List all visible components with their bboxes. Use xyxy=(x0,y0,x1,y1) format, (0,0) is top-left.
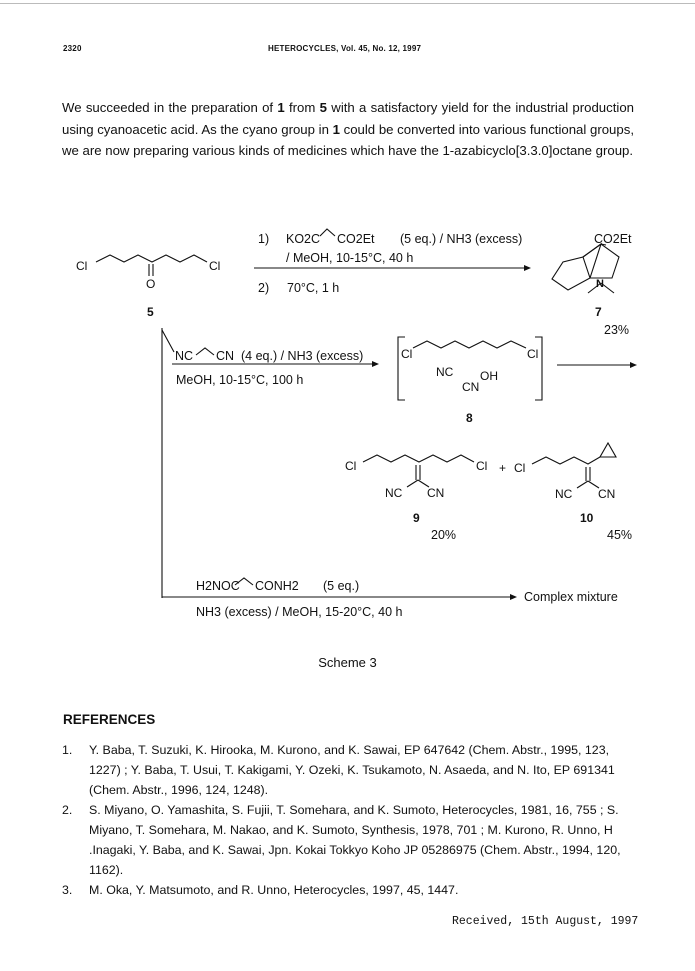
reference-item: 1. Y. Baba, T. Suzuki, K. Hirooka, M. Kurono, and K. Sawai, EP 647642 (Chem. Abstr., 1995, 123, 1227) ; Y. Baba, T. Usui, T. Kakigami, Y. Ozeki, K. Tsukamoto, N. Asaeda, and N. Ito, EP 691341 (Chem. Abstr., 1996, 124, 1248). xyxy=(62,743,615,797)
cpd9-cl-right: Cl xyxy=(476,459,488,473)
running-title: HETEROCYCLES, Vol. 45, No. 12, 1997 xyxy=(268,44,422,53)
body-paragraph: We succeeded in the preparation of 1 from 5 with a satisfactory yield for the industrial production using cyanoacetic acid. As the cyano group in 1 could be converted into various functional groups, we are now preparing various kinds of medicines which have the 1-azabicyclo[3.3.0]octane group. xyxy=(62,100,635,158)
step1-conditions: / MeOH, 10-15°C, 40 h xyxy=(286,251,414,265)
cpd10-label: 10 xyxy=(580,511,594,525)
branch3-reagent-a: H2NOC xyxy=(196,579,240,593)
cpd10-nc: NC xyxy=(555,487,573,501)
cpd9-cn: CN xyxy=(427,486,445,500)
cpd8-label: 8 xyxy=(466,411,473,425)
branch2-reagent-b: CN xyxy=(216,349,235,363)
cpd5-cl-left: Cl xyxy=(76,259,88,273)
branch2-equiv: (4 eq.) / NH3 (excess) xyxy=(241,349,364,363)
branch3-reagent-b: CONH2 xyxy=(255,579,299,593)
page-number: 2320 xyxy=(63,44,82,53)
cpd7-yield: 23% xyxy=(604,323,630,337)
cpd9-label: 9 xyxy=(413,511,420,525)
step2-number: 2) xyxy=(258,281,270,295)
plus-sign: + xyxy=(499,461,507,475)
cpd10-cn: CN xyxy=(598,487,616,501)
reference-item: 3. M. Oka, Y. Matsumoto, and R. Unno, Heterocycles, 1997, 45, 1447. xyxy=(62,883,459,897)
branch2-conditions: MeOH, 10-15°C, 100 h xyxy=(176,373,304,387)
cpd8-cn: CN xyxy=(462,380,480,394)
cpd8-nc: NC xyxy=(436,365,454,379)
cpd8-cl-right: Cl xyxy=(527,347,539,361)
cpd10-cl: Cl xyxy=(514,461,526,475)
received-date: Received, 15th August, 1997 xyxy=(452,915,639,928)
branch3-conditions: NH3 (excess) / MeOH, 15-20°C, 40 h xyxy=(196,605,403,619)
cpd7-nitrogen: N xyxy=(596,278,604,290)
branch3-product: Complex mixture xyxy=(524,590,618,604)
cpd5-label: 5 xyxy=(147,305,154,319)
cpd7-label: 7 xyxy=(595,305,602,319)
cpd5-oxygen: O xyxy=(146,277,156,291)
cpd10-yield: 45% xyxy=(607,528,633,542)
step1-reagent-b: CO2Et xyxy=(337,232,375,246)
step1-reagent-a: KO2C xyxy=(286,232,321,246)
step1-number: 1) xyxy=(258,232,270,246)
cpd9-yield: 20% xyxy=(431,528,457,542)
scheme-caption: Scheme 3 xyxy=(318,655,377,670)
references-list xyxy=(62,740,642,900)
branch3-equiv: (5 eq.) xyxy=(323,579,360,593)
cpd8-cl-left: Cl xyxy=(401,347,413,361)
step2-conditions: 70°C, 1 h xyxy=(287,281,340,295)
cpd7-ester: CO2Et xyxy=(594,232,632,246)
references-heading: REFERENCES xyxy=(63,712,156,727)
cpd9-cl-left: Cl xyxy=(345,459,357,473)
cpd8-oh: OH xyxy=(480,369,498,383)
branch2-reagent-a: NC xyxy=(175,349,194,363)
reference-item: 2. S. Miyano, O. Yamashita, S. Fujii, T. Somehara, and K. Sumoto, Heterocycles, 1981, 16, 755 ; S. Miyano, T. Somehara, M. Nakao, and K. Sumoto, Synthesis, 1978, 701 ; M. Kurono, R. Unno, H .Inagaki, Y. Baba, and K. Sawai, Jpn. Kokai Tokkyo Koho JP 05286975 (Chem. Abstr., 1994, 120, 1162). xyxy=(62,803,621,877)
cpd5-cl-right: Cl xyxy=(209,259,221,273)
cpd9-nc: NC xyxy=(385,486,403,500)
step1-equiv: (5 eq.) / NH3 (excess) xyxy=(400,232,523,246)
